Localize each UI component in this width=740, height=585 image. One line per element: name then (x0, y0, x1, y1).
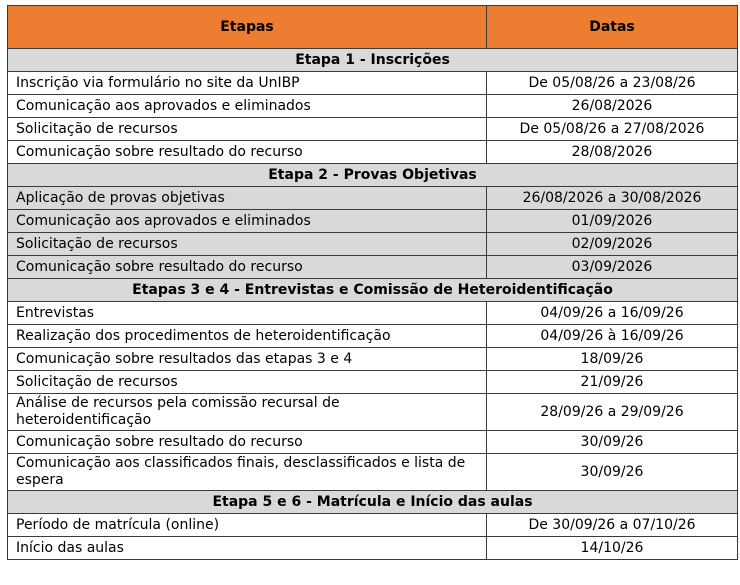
section-row (8, 164, 738, 187)
step-label: Comunicação aos classificados finais, desclassificados e lista de espera (8, 454, 487, 491)
step-label: Comunicação sobre resultado do recurso (8, 141, 487, 164)
step-label: Solicitação de recursos (8, 233, 487, 256)
section-title: Etapa 1 - Inscrições (8, 49, 738, 72)
step-label: Entrevistas (8, 302, 487, 325)
step-date: De 30/09/26 a 07/10/26 (487, 514, 738, 537)
step-date: 26/08/2026 (487, 95, 738, 118)
step-label: Início das aulas (8, 537, 487, 560)
step-label: Solicitação de recursos (8, 118, 487, 141)
section-row (8, 491, 738, 514)
table-row (8, 256, 738, 279)
step-label: Comunicação sobre resultado do recurso (8, 431, 487, 454)
step-label: Aplicação de provas objetivas (8, 187, 487, 210)
step-date: 14/10/26 (487, 537, 738, 560)
table-row (8, 72, 738, 95)
table-row (8, 537, 738, 560)
step-date: 18/09/26 (487, 348, 738, 371)
section-title: Etapa 5 e 6 - Matrícula e Início das aulas (8, 491, 738, 514)
table-header-row (8, 6, 738, 49)
step-label: Comunicação sobre resultado do recurso (8, 256, 487, 279)
step-date: 26/08/2026 a 30/08/2026 (487, 187, 738, 210)
step-date: 02/09/2026 (487, 233, 738, 256)
table-row (8, 431, 738, 454)
section-title: Etapa 2 - Provas Objetivas (8, 164, 738, 187)
step-label: Comunicação aos aprovados e eliminados (8, 210, 487, 233)
table-row (8, 394, 738, 431)
step-label: Inscrição via formulário no site da UnIBP (8, 72, 487, 95)
step-date: 30/09/26 (487, 454, 738, 491)
step-label: Solicitação de recursos (8, 371, 487, 394)
table-row (8, 187, 738, 210)
table-row (8, 325, 738, 348)
step-label: Período de matrícula (online) (8, 514, 487, 537)
step-date: 03/09/2026 (487, 256, 738, 279)
table-row (8, 141, 738, 164)
table-row (8, 371, 738, 394)
schedule-table (7, 5, 738, 560)
step-label: Comunicação aos aprovados e eliminados (8, 95, 487, 118)
table-row (8, 95, 738, 118)
header-datas: Datas (487, 6, 738, 49)
step-date: 04/09/26 a 16/09/26 (487, 302, 738, 325)
table-row (8, 210, 738, 233)
table-row (8, 514, 738, 537)
step-date: 21/09/26 (487, 371, 738, 394)
table-row (8, 348, 738, 371)
step-label: Realização dos procedimentos de heteroidentificação (8, 325, 487, 348)
table-row (8, 233, 738, 256)
step-date: De 05/08/26 a 27/08/2026 (487, 118, 738, 141)
table-row (8, 454, 738, 491)
table-row (8, 118, 738, 141)
step-label: Análise de recursos pela comissão recursal de heteroidentificação (8, 394, 487, 431)
step-label: Comunicação sobre resultados das etapas 3 e 4 (8, 348, 487, 371)
step-date: De 05/08/26 a 23/08/26 (487, 72, 738, 95)
step-date: 01/09/2026 (487, 210, 738, 233)
step-date: 28/09/26 a 29/09/26 (487, 394, 738, 431)
step-date: 04/09/26 à 16/09/26 (487, 325, 738, 348)
section-row (8, 279, 738, 302)
step-date: 28/08/2026 (487, 141, 738, 164)
section-title: Etapas 3 e 4 - Entrevistas e Comissão de Heteroidentificação (8, 279, 738, 302)
step-date: 30/09/26 (487, 431, 738, 454)
header-etapas: Etapas (8, 6, 487, 49)
table-row (8, 302, 738, 325)
section-row (8, 49, 738, 72)
